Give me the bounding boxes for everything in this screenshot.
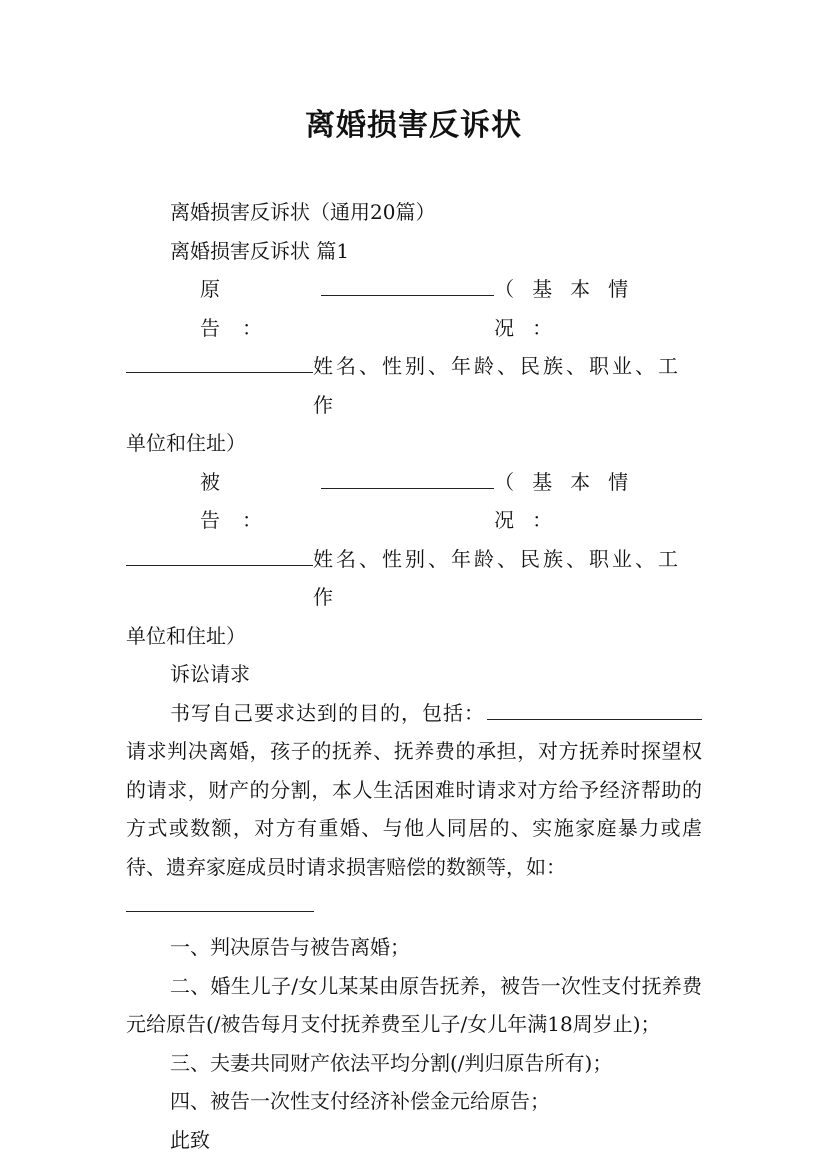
claim-item-3: 三、夫妻共同财产依法平均分割(/判归原告所有)； bbox=[170, 1050, 613, 1075]
plaintiff-info-rest: 姓名、性别、年龄、民族、职业、工作 bbox=[313, 354, 682, 417]
defendant-info-end: 单位和住址） bbox=[126, 623, 246, 648]
example-blank bbox=[126, 889, 314, 912]
closing-line: 此致 bbox=[170, 1127, 210, 1152]
claim-item-1: 一、判决原告与被告离婚； bbox=[170, 935, 410, 959]
defendant-info-open: （基本情况： bbox=[494, 469, 647, 532]
defendant-name-blank bbox=[321, 466, 494, 489]
plaintiff-info-end: 单位和住址） bbox=[126, 431, 246, 455]
plaintiff-name-blank bbox=[321, 273, 494, 296]
claims-blank bbox=[487, 697, 702, 720]
claim-item-2: 二、婚生儿子/女儿某某由原告抚养，被告一次性支付抚养费元给原告(/被告每月支付抚养费至儿子/女儿年满18周岁止)； bbox=[126, 973, 702, 1036]
document-body bbox=[126, 193, 702, 1159]
claims-example-blank-line bbox=[126, 886, 702, 924]
defendant-info-line bbox=[126, 540, 702, 617]
claims-intro-rest: 请求判决离婚，孩子的抚养、抚养费的承担，对方抚养时探望权的请求，财产的分割，本人生活困难时请求对方给予经济帮助的方式或数额，对方有重婚、与他人同居的、实施家庭暴力或虐待、遗弃家庭成员时请求损害赔偿的数额等，如： bbox=[126, 739, 702, 879]
claims-intro-first-line bbox=[126, 694, 702, 733]
document-title: 离婚损害反诉状 bbox=[305, 108, 522, 143]
claims-intro-line1: 书写自己要求达到的目的，包括： bbox=[170, 700, 485, 725]
defendant-info-rest: 姓名、性别、年龄、民族、职业、工作 bbox=[313, 546, 682, 609]
intro-line: 离婚损害反诉状（通用20篇） bbox=[170, 200, 436, 224]
defendant-info-blank bbox=[126, 543, 313, 566]
plaintiff-info-open: （基本情况： bbox=[494, 277, 647, 340]
defendant-label: 被告： bbox=[200, 469, 284, 532]
plaintiff-line bbox=[126, 270, 702, 347]
claims-heading: 诉讼请求 bbox=[170, 662, 250, 686]
defendant-line bbox=[126, 463, 702, 540]
section-heading: 离婚损害反诉状 篇1 bbox=[170, 238, 350, 263]
plaintiff-info-line bbox=[126, 347, 702, 424]
plaintiff-label: 原告： bbox=[200, 277, 284, 340]
claim-item-4: 四、被告一次性支付经济补偿金元给原告； bbox=[170, 1089, 550, 1113]
plaintiff-info-blank bbox=[126, 350, 313, 373]
